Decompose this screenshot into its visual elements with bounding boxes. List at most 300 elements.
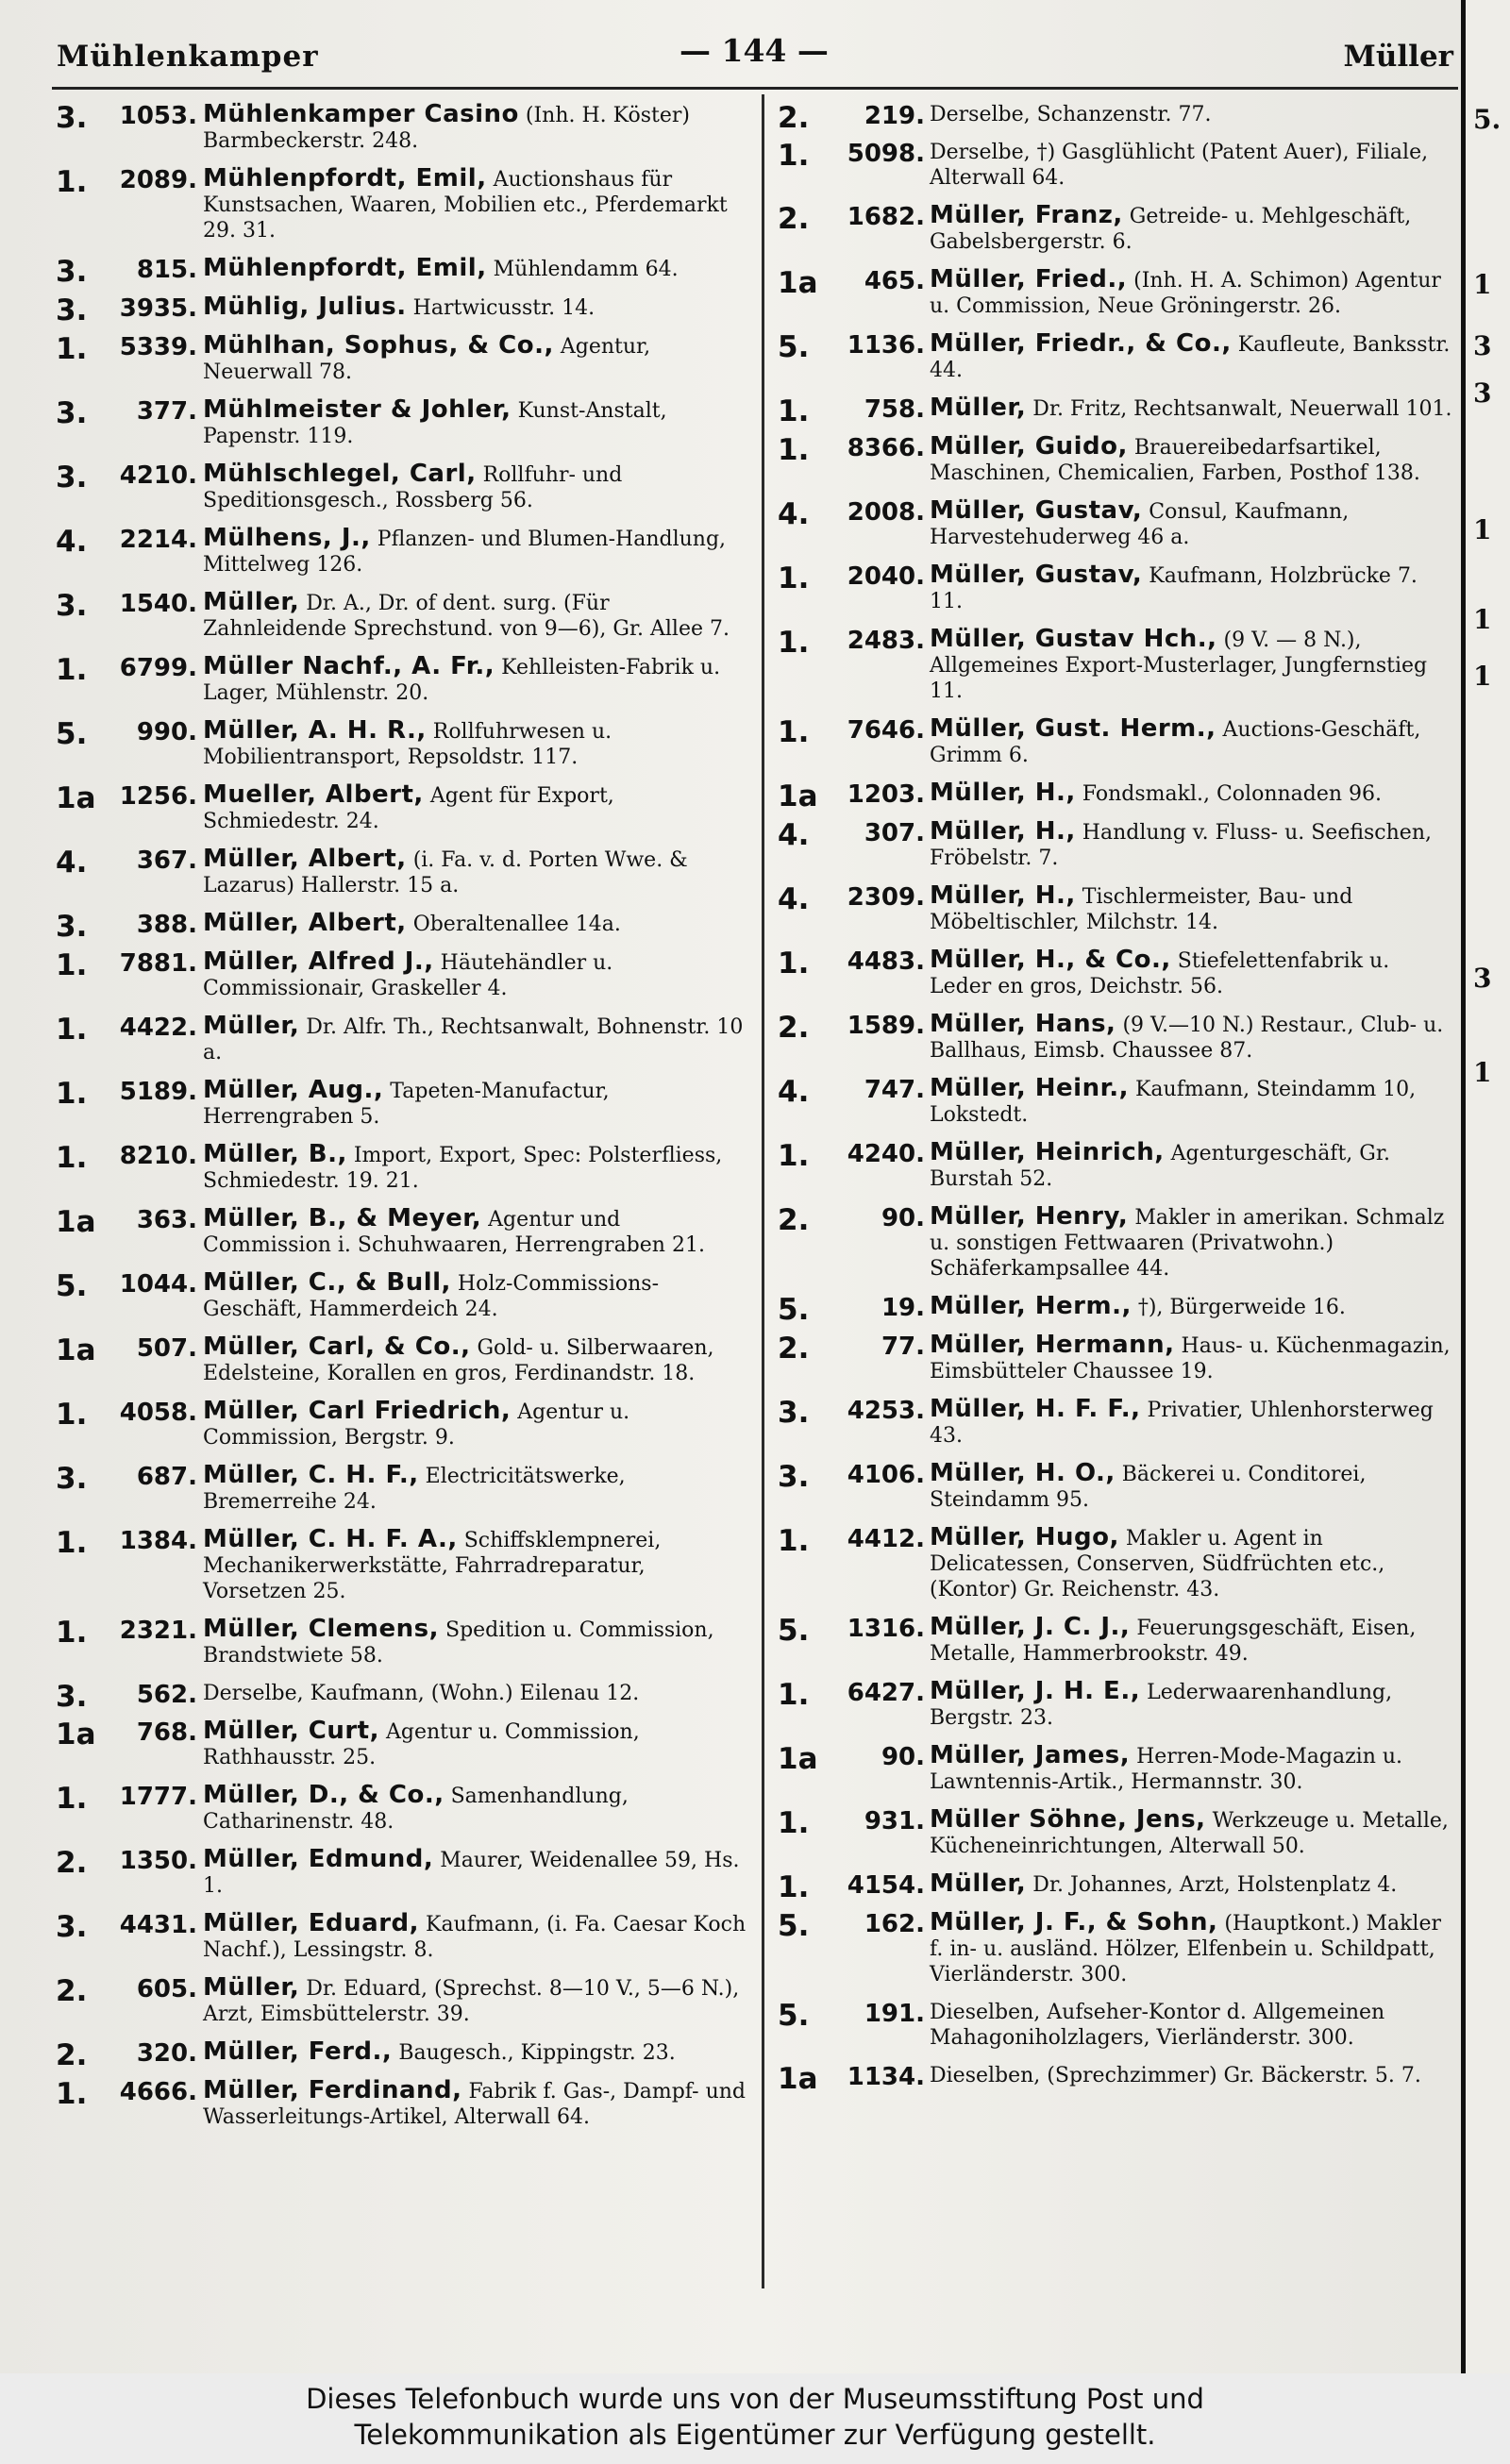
- entry-details: Feuerungsgeschäft, Eisen, Metalle, Hammerbrookstr. 49.: [930, 1617, 1417, 1666]
- entry-name: Mülhens, J.,: [203, 524, 371, 552]
- page-header: [57, 28, 1453, 75]
- entry-class: 1.: [56, 1077, 88, 1111]
- entry-phone-number: 307.: [864, 819, 925, 847]
- entry-phone-number: 758.: [864, 395, 925, 424]
- entry-details: (9 V. — 8 N.), Allgemeines Export-Musterlager, Jungfernstieg 11.: [930, 629, 1428, 703]
- entry-class: 4.: [56, 846, 88, 880]
- entry-details: Kunst-Anstalt, Papenstr. 119.: [203, 399, 667, 448]
- entry-details: (9 V.—10 N.) Restaur., Club- u. Ballhaus, Eimsb. Chaussee 87.: [930, 1014, 1444, 1063]
- footer-notice: [0, 2373, 1510, 2464]
- entry-details: Derselbe, Schanzenstr. 77.: [930, 103, 1212, 126]
- entry-name: Müller, Albert,: [203, 909, 407, 937]
- entry-details: Derselbe, Kaufmann, (Wohn.) Eilenau 12.: [203, 1682, 640, 1705]
- directory-entry: [774, 267, 1455, 319]
- directory-entry: [52, 909, 750, 944]
- entry-class: 5.: [56, 1269, 88, 1303]
- entry-class: 1.: [778, 626, 810, 660]
- entry-name: Mühlschlegel, Carl,: [203, 460, 477, 488]
- entry-details: Agentur, Neuerwall 78.: [203, 335, 651, 384]
- directory-entry: [774, 1910, 1455, 1987]
- entry-name: Müller, Alfred J.,: [203, 947, 434, 976]
- entry-details: Handlung v. Fluss- u. Seefischen, Fröbelstr. 7.: [930, 821, 1432, 870]
- entry-class: 1.: [778, 1806, 810, 1840]
- entry-phone-number: 90.: [881, 1204, 925, 1232]
- column-divider: [762, 94, 764, 2288]
- entry-class: 1a: [56, 1205, 96, 1239]
- entry-name: Müller, Clemens,: [203, 1615, 439, 1643]
- entry-details: Samenhandlung, Catharinenstr. 48.: [203, 1785, 629, 1834]
- entry-class: 2.: [778, 101, 810, 135]
- page-number: — 144 —: [680, 32, 829, 69]
- entry-class: 1.: [56, 165, 88, 199]
- directory-entry: [52, 1680, 750, 1714]
- entry-name: Mühlenpfordt, Emil,: [203, 254, 487, 282]
- entry-details: Hartwicusstr. 14.: [412, 296, 596, 320]
- directory-entry: [774, 1615, 1455, 1667]
- entry-phone-number: 363.: [136, 1206, 197, 1234]
- directory-entry: [52, 1911, 750, 1963]
- entry-details: Häutehändler u. Commissionair, Graskeller 4.: [203, 951, 613, 1000]
- entry-phone-number: 931.: [864, 1807, 925, 1835]
- entry-class: 3.: [56, 101, 88, 135]
- footer-line-1: Dieses Telefonbuch wurde uns von der Museumsstiftung Post und: [306, 2383, 1204, 2415]
- directory-entry: [52, 1206, 750, 1258]
- entry-name: Müller, Gust. Herm.,: [930, 714, 1216, 743]
- entry-name: Müller, Eduard,: [203, 1909, 420, 1937]
- entry-details: Getreide- u. Mehlgeschäft, Gabelsbergerstr. 6.: [930, 205, 1412, 254]
- entry-phone-number: 219.: [864, 102, 925, 130]
- entry-class: 1.: [56, 653, 88, 687]
- directory-entry: [774, 1743, 1455, 1795]
- entry-name: Müller, B., & Meyer,: [203, 1204, 482, 1232]
- directory-entry: [52, 333, 750, 385]
- entry-name: Müller, H.,: [930, 817, 1076, 846]
- directory-entry: [774, 331, 1455, 383]
- entry-details: (i. Fa. v. d. Porten Wwe. & Lazarus) Hallerstr. 15 a.: [203, 848, 688, 897]
- entry-class: 3.: [56, 396, 88, 430]
- entry-details: Spedition u. Commission, Brandstwiete 58.: [203, 1618, 714, 1668]
- entry-phone-number: 1350.: [119, 1847, 197, 1875]
- entry-details: Kaufmann, Steindamm 10, Lokstedt.: [930, 1078, 1417, 1127]
- directory-entry: [52, 1783, 750, 1835]
- entry-name: Müller, H., & Co.,: [930, 946, 1171, 974]
- entry-class: 1.: [778, 715, 810, 749]
- entry-details: Lederwaarenhandlung, Bergstr. 23.: [930, 1681, 1393, 1730]
- entry-name: Müller, Curt,: [203, 1717, 379, 1745]
- entry-details: Mühlendamm 64.: [493, 258, 679, 281]
- entry-name: Müller, Gustav,: [930, 561, 1143, 589]
- directory-entry: [52, 1399, 750, 1450]
- entry-class: 1.: [56, 1616, 88, 1650]
- entry-details: Herren-Mode-Magazin u. Lawntennis-Artik., Hermannstr. 30.: [930, 1745, 1403, 1794]
- entry-details: Maurer, Weidenallee 59, Hs. 1.: [203, 1849, 740, 1898]
- directory-entry: [52, 718, 750, 770]
- entry-class: 1a: [778, 779, 818, 813]
- entry-class: 5.: [778, 1909, 810, 1943]
- edge-glyph: 1: [1473, 1057, 1492, 1088]
- directory-entry: [52, 1617, 750, 1668]
- directory-entry: [52, 1270, 750, 1322]
- directory-entry: [52, 1847, 750, 1899]
- entry-details: Makler in amerikan. Schmalz u. sonstigen Fettwaaren (Privatwohn.) Schäferkampsallee 44.: [930, 1206, 1445, 1281]
- entry-phone-number: 7646.: [847, 716, 925, 745]
- entry-details: (Inh. H. Köster) Barmbeckerstr. 248.: [203, 104, 690, 153]
- entry-name: Müller Söhne, Jens,: [930, 1805, 1206, 1834]
- entry-phone-number: 191.: [864, 2000, 925, 2028]
- entry-details: Dr. Johannes, Arzt, Holstenplatz 4.: [1032, 1873, 1398, 1897]
- entry-phone-number: 5189.: [119, 1078, 197, 1106]
- directory-entry: [52, 1527, 750, 1604]
- entry-phone-number: 5098.: [847, 140, 925, 168]
- edge-glyph: 1: [1473, 661, 1492, 692]
- entry-phone-number: 2008.: [847, 498, 925, 527]
- entry-phone-number: 367.: [136, 846, 197, 875]
- edge-glyph: 1: [1473, 514, 1492, 545]
- entry-details: Baugesch., Kippingstr. 23.: [398, 2041, 676, 2065]
- directory-entry: [52, 1463, 750, 1515]
- entry-details: Auctions-Geschäft, Grimm 6.: [930, 718, 1421, 767]
- entry-name: Müller, James,: [930, 1741, 1131, 1769]
- directory-entry: [52, 1142, 750, 1194]
- entry-class: 4.: [56, 525, 88, 559]
- entry-name: Müller, Herm.,: [930, 1292, 1132, 1320]
- entry-phone-number: 2309.: [847, 883, 925, 912]
- entry-details: Kehlleisten-Fabrik u. Lager, Mühlenstr. 20.: [203, 656, 721, 705]
- directory-entry: [774, 394, 1455, 428]
- entry-class: 5.: [778, 1293, 810, 1327]
- directory-entry: [774, 498, 1455, 550]
- entry-details: Werkzeuge u. Metalle, Kücheneinrichtungen, Alterwall 50.: [930, 1809, 1449, 1858]
- entry-phone-number: 1384.: [119, 1527, 197, 1555]
- entry-phone-number: 1203.: [847, 780, 925, 809]
- entry-name: Mühlig, Julius.: [203, 293, 407, 321]
- entry-details: Kaufmann, Holzbrücke 7. 11.: [930, 564, 1418, 613]
- entry-name: Müller, Carl Friedrich,: [203, 1397, 512, 1425]
- entry-phone-number: 2321.: [119, 1617, 197, 1645]
- adjacent-page-edge: [1461, 0, 1510, 2373]
- entry-details: Bäckerei u. Conditorei, Steindamm 95.: [930, 1463, 1367, 1512]
- entry-details: †), Bürgerweide 16.: [1137, 1296, 1346, 1319]
- directory-entry: [52, 397, 750, 449]
- entry-details: Rollfuhr- und Speditionsgesch., Rossberg 56.: [203, 463, 623, 512]
- directory-entry: [774, 1204, 1455, 1282]
- header-rule: [52, 87, 1458, 90]
- entry-class: 3.: [56, 1910, 88, 1944]
- header-right-keyword: Müller: [1343, 40, 1453, 74]
- entry-name: Mühlhan, Sophus, & Co.,: [203, 331, 554, 360]
- entry-phone-number: 19.: [881, 1294, 925, 1322]
- entry-class: 4.: [778, 497, 810, 531]
- directory-entry: [774, 819, 1455, 871]
- entry-name: Müller, Heinr.,: [930, 1074, 1129, 1102]
- directory-entry: [52, 1975, 750, 2027]
- entry-class: 3.: [56, 910, 88, 944]
- entry-phone-number: 377.: [136, 397, 197, 426]
- entry-name: Müller, Gustav Hch.,: [930, 625, 1217, 653]
- entry-class: 3.: [778, 1460, 810, 1494]
- directory-entry: [52, 254, 750, 289]
- entry-details: Kaufleute, Banksstr. 44.: [930, 333, 1451, 382]
- directory-entry: [52, 654, 750, 706]
- entry-class: 1.: [56, 1526, 88, 1560]
- entry-class: 1a: [778, 2062, 818, 2096]
- entry-phone-number: 1540.: [119, 590, 197, 618]
- directory-entry: [774, 1461, 1455, 1513]
- entry-phone-number: 5339.: [119, 333, 197, 361]
- entry-class: 1.: [56, 1013, 88, 1047]
- directory-entry: [774, 2062, 1455, 2096]
- entry-name: Müller, H.,: [930, 779, 1076, 807]
- entry-details: Rollfuhrwesen u. Mobilientransport, Repsoldstr. 117.: [203, 720, 612, 769]
- entry-details: Kaufmann, (i. Fa. Caesar Koch Nachf.), Lessingstr. 8.: [203, 1913, 747, 1962]
- entry-phone-number: 320.: [136, 2039, 197, 2068]
- entry-class: 2.: [778, 1332, 810, 1366]
- directory-entry: [52, 293, 750, 327]
- entry-class: 1.: [56, 1398, 88, 1432]
- directory-entry: [774, 1679, 1455, 1731]
- entry-name: Müller, H. F. F.,: [930, 1395, 1141, 1423]
- entry-name: Müller, J. H. E.,: [930, 1677, 1141, 1705]
- entry-phone-number: 4422.: [119, 1014, 197, 1042]
- entry-class: 1.: [778, 1678, 810, 1712]
- entry-details: Fondsmakl., Colonnaden 96.: [1082, 782, 1383, 806]
- entry-phone-number: 815.: [136, 256, 197, 284]
- entry-class: 3.: [56, 255, 88, 289]
- entry-class: 1.: [56, 332, 88, 366]
- entry-class: 3.: [56, 589, 88, 623]
- entry-name: Mühlenpfordt, Emil,: [203, 164, 487, 193]
- entry-name: Müller, C. H. F.,: [203, 1461, 419, 1489]
- directory-entry: [52, 461, 750, 513]
- entry-class: 1a: [56, 1718, 96, 1752]
- entry-name: Mühlenkamper Casino: [203, 100, 519, 128]
- entry-class: 1a: [56, 1333, 96, 1367]
- entry-details: Derselbe, †) Gasglühlicht (Patent Auer), Filiale, Alterwall 64.: [930, 141, 1429, 190]
- entry-details: (Hauptkont.) Makler f. in- u. ausländ. Hölzer, Elfenbein u. Schildpatt, Vierländerstr. 300.: [930, 1912, 1442, 1986]
- entry-phone-number: 4240.: [847, 1140, 925, 1168]
- entry-class: 2.: [56, 2038, 88, 2072]
- entry-name: Müller, Friedr., & Co.,: [930, 329, 1232, 358]
- directory-entry: [52, 1014, 750, 1065]
- entry-details: Stiefelettenfabrik u. Leder en gros, Deichstr. 56.: [930, 949, 1390, 998]
- entry-name: Müller, Gustav,: [930, 496, 1143, 525]
- entry-phone-number: 507.: [136, 1334, 197, 1363]
- entry-class: 1.: [56, 948, 88, 982]
- directory-entry: [774, 627, 1455, 704]
- directory-entry: [774, 1807, 1455, 1859]
- entry-phone-number: 1682.: [847, 203, 925, 231]
- directory-entry: [52, 166, 750, 243]
- entry-name: Müller, Henry,: [930, 1202, 1129, 1231]
- entry-name: Müller,: [930, 394, 1027, 422]
- directory-entry: [774, 434, 1455, 486]
- entry-class: 1.: [778, 394, 810, 428]
- entry-details: Privatier, Uhlenhorsterweg 43.: [930, 1399, 1434, 1448]
- entry-phone-number: 687.: [136, 1463, 197, 1491]
- directory-entry: [774, 1140, 1455, 1192]
- directory-entry: [774, 203, 1455, 255]
- entry-phone-number: 2089.: [119, 166, 197, 194]
- entry-name: Müller, A. H. R.,: [203, 716, 427, 745]
- directory-entry: [774, 1525, 1455, 1602]
- entry-phone-number: 4154.: [847, 1871, 925, 1900]
- entry-name: Müller, Carl, & Co.,: [203, 1333, 471, 1361]
- entry-name: Müller, D., & Co.,: [203, 1781, 445, 1809]
- entry-details: Tapeten-Manufactur, Herrengraben 5.: [203, 1080, 610, 1129]
- directory-entry: [774, 2000, 1455, 2051]
- entry-details: Agentur u. Commission, Rathhausstr. 25.: [203, 1720, 640, 1769]
- entry-details: Dr. Alfr. Th., Rechtsanwalt, Bohnenstr. 10 a.: [203, 1015, 744, 1064]
- entry-name: Müller, H. O.,: [930, 1459, 1116, 1487]
- entry-details: Agentur und Commission i. Schuhwaaren, Herrengraben 21.: [203, 1208, 705, 1257]
- entry-name: Müller, J. F., & Sohn,: [930, 1908, 1218, 1936]
- directory-entry: [774, 1012, 1455, 1064]
- left-column: [52, 102, 750, 2142]
- entry-name: Müller,: [930, 1869, 1027, 1898]
- entry-name: Müller, Aug.,: [203, 1076, 384, 1104]
- entry-name: Müller, Heinrich,: [930, 1138, 1165, 1166]
- entry-name: Müller, Hermann,: [930, 1331, 1175, 1359]
- directory-entry: [774, 779, 1455, 813]
- entry-class: 5.: [778, 1999, 810, 2033]
- entry-phone-number: 4106.: [847, 1461, 925, 1489]
- directory-entry: [52, 1718, 750, 1770]
- entry-details: Dr. Eduard, (Sprechst. 8—10 V., 5—6 N.), Arzt, Eimsbüttelerstr. 39.: [203, 1977, 740, 2026]
- directory-entry: [774, 101, 1455, 135]
- edge-glyph: 1: [1473, 269, 1492, 300]
- entry-details: Haus- u. Küchenmagazin, Eimsbütteler Chaussee 19.: [930, 1334, 1451, 1383]
- entry-phone-number: 162.: [864, 1910, 925, 1938]
- entry-name: Müller, Ferdinand,: [203, 2076, 462, 2104]
- entry-class: 3.: [778, 1396, 810, 1430]
- edge-glyph: 3: [1473, 330, 1492, 361]
- entry-details: Dieselben, Aufseher-Kontor d. Allgemeinen Mahagoniholzlagers, Vierländerstr. 300.: [930, 2001, 1385, 2050]
- entry-class: 1.: [778, 1524, 810, 1558]
- entry-class: 1.: [778, 1139, 810, 1173]
- directory-entry: [52, 782, 750, 834]
- entry-phone-number: 6427.: [847, 1679, 925, 1707]
- entry-name: Müller, Hans,: [930, 1010, 1116, 1038]
- entry-phone-number: 605.: [136, 1975, 197, 2003]
- entry-name: Müller, C. H. F. A.,: [203, 1525, 458, 1553]
- entry-phone-number: 4412.: [847, 1525, 925, 1553]
- header-left-keyword: Mühlenkamper: [57, 40, 319, 74]
- entry-details: Agentur u. Commission, Bergstr. 9.: [203, 1400, 630, 1450]
- right-column: [774, 102, 1455, 2101]
- entry-phone-number: 1777.: [119, 1783, 197, 1811]
- entry-class: 4.: [778, 1075, 810, 1109]
- entry-details: Holz-Commissions-Geschäft, Hammerdeich 24.: [203, 1272, 660, 1321]
- directory-entry: [52, 949, 750, 1001]
- directory-entry: [774, 1869, 1455, 1904]
- entry-class: 2.: [778, 1011, 810, 1045]
- directory-entry: [774, 140, 1455, 191]
- entry-name: Müller, Edmund,: [203, 1845, 434, 1873]
- entry-phone-number: 1044.: [119, 1270, 197, 1299]
- entry-details: (Inh. H. A. Schimon) Agentur u. Commission, Neue Gröningerstr. 26.: [930, 269, 1441, 318]
- entry-class: 2.: [56, 1846, 88, 1880]
- entry-phone-number: 1256.: [119, 782, 197, 811]
- directory-entry: [52, 846, 750, 898]
- entry-class: 3.: [56, 1680, 88, 1714]
- entry-details: Dieselben, (Sprechzimmer) Gr. Bäckerstr. 5. 7.: [930, 2064, 1421, 2087]
- entry-name: Müller Nachf., A. Fr.,: [203, 652, 495, 680]
- entry-phone-number: 7881.: [119, 949, 197, 978]
- entry-name: Müller, Albert,: [203, 845, 407, 873]
- entry-name: Müller, B.,: [203, 1140, 347, 1168]
- entry-phone-number: 4058.: [119, 1399, 197, 1427]
- entry-class: 5.: [56, 717, 88, 751]
- directory-entry: [52, 526, 750, 578]
- entry-phone-number: 8210.: [119, 1142, 197, 1170]
- entry-details: Fabrik f. Gas-, Dampf- und Wasserleitungs-Artikel, Alterwall 64.: [203, 2080, 747, 2129]
- directory-entry: [774, 1076, 1455, 1128]
- entry-class: 1.: [56, 1782, 88, 1816]
- entry-phone-number: 4483.: [847, 947, 925, 976]
- entry-name: Müller, Fried.,: [930, 265, 1128, 293]
- entry-name: Müller,: [203, 1012, 300, 1040]
- directory-entry: [52, 102, 750, 154]
- entry-class: 1.: [778, 433, 810, 467]
- directory-entry: [774, 1292, 1455, 1327]
- entry-details: Agent für Export, Schmiedestr. 24.: [203, 784, 614, 833]
- entry-phone-number: 990.: [136, 718, 197, 746]
- edge-glyph: 1: [1473, 604, 1492, 635]
- entry-details: Electricitätswerke, Bremerreihe 24.: [203, 1465, 626, 1514]
- entry-phone-number: 4253.: [847, 1397, 925, 1425]
- entry-name: Müller, J. C. J.,: [930, 1613, 1131, 1641]
- entry-class: 2.: [56, 1974, 88, 2008]
- entry-details: Auctionshaus für Kunstsachen, Waaren, Mobilien etc., Pferdemarkt 29. 31.: [203, 168, 728, 243]
- entry-details: Import, Export, Spec: Polsterfliess, Schmiedestr. 19. 21.: [203, 1144, 723, 1193]
- entry-class: 1a: [778, 1742, 818, 1776]
- entry-class: 3.: [56, 1462, 88, 1496]
- entry-class: 1.: [56, 1141, 88, 1175]
- entry-details: Makler u. Agent in Delicatessen, Conserven, Südfrüchten etc., (Kontor) Gr. Reichenstr. 43.: [930, 1527, 1385, 1601]
- entry-phone-number: 1053.: [119, 102, 197, 130]
- directory-entry: [774, 1397, 1455, 1449]
- entry-details: Agenturgeschäft, Gr. Burstah 52.: [930, 1142, 1390, 1191]
- entry-phone-number: 1589.: [847, 1012, 925, 1040]
- edge-glyph: 3: [1473, 377, 1492, 409]
- entry-name: Müller, Ferd.,: [203, 2037, 393, 2066]
- entry-class: 2.: [778, 1203, 810, 1237]
- entry-details: Pflanzen- und Blumen-Handlung, Mittelweg 126.: [203, 528, 727, 577]
- entry-phone-number: 1134.: [847, 2063, 925, 2091]
- entry-phone-number: 4666.: [119, 2078, 197, 2106]
- directory-entry: [774, 562, 1455, 614]
- entry-class: 4.: [778, 818, 810, 852]
- entry-class: 3.: [56, 461, 88, 494]
- entry-phone-number: 8366.: [847, 434, 925, 462]
- entry-name: Müller, Franz,: [930, 201, 1123, 229]
- entry-class: 1a: [778, 266, 818, 300]
- entry-phone-number: 2040.: [847, 562, 925, 591]
- entry-details: Brauereibedarfsartikel, Maschinen, Chemicalien, Farben, Posthof 138.: [930, 436, 1420, 485]
- entry-class: 1.: [778, 1870, 810, 1904]
- entry-phone-number: 747.: [864, 1076, 925, 1104]
- entry-phone-number: 1136.: [847, 331, 925, 360]
- entry-class: 5.: [778, 1614, 810, 1648]
- edge-glyph: 3: [1473, 963, 1492, 994]
- entry-details: Dr. A., Dr. of dent. surg. (Für Zahnleidende Sprechstund. von 9—6), Gr. Allee 7.: [203, 592, 730, 641]
- entry-class: 5.: [778, 330, 810, 364]
- entry-details: Tischlermeister, Bau- und Möbeltischler, Milchstr. 14.: [930, 885, 1353, 934]
- entry-class: 1.: [778, 139, 810, 173]
- entry-phone-number: 465.: [864, 267, 925, 295]
- entry-name: Müller,: [203, 1973, 300, 2002]
- entry-phone-number: 2214.: [119, 526, 197, 554]
